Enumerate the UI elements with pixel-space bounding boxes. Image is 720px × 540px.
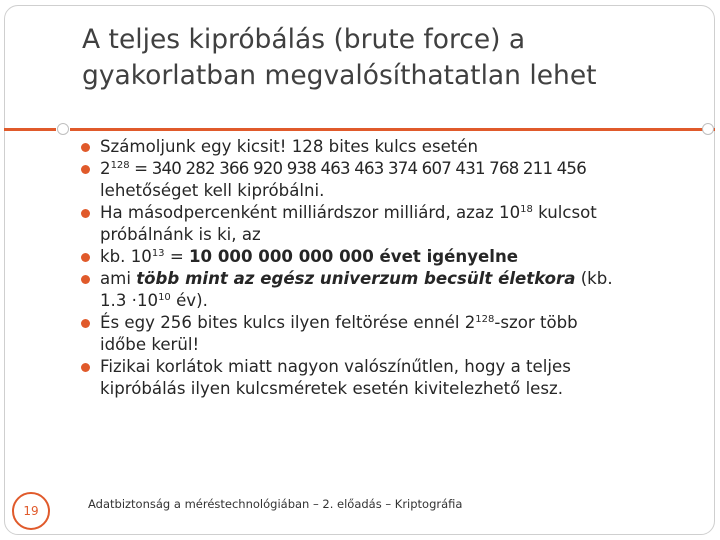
bullet-item-1: [78, 136, 698, 158]
bullet-text-bold: 10 000 000 000 000 évet igényelne: [189, 247, 519, 266]
bullet-item-3: [78, 202, 698, 246]
bullet-icon: [81, 165, 90, 174]
title-rule-right: [70, 128, 715, 131]
bullet-text-pre: Ha másodpercenként milliárdszor milliárd, azaz 10: [100, 203, 521, 222]
bullet-text: Számoljunk egy kicsit! 128 bites kulcs esetén: [100, 137, 479, 156]
power-exponent: 128: [475, 314, 495, 325]
bullet-icon: [81, 275, 90, 284]
bullet-text: [100, 158, 698, 202]
bullet-text-line2: időbe kerül!: [100, 335, 200, 354]
bullet-text-post: kulcsot: [532, 203, 597, 222]
bullet-item-5: [78, 268, 698, 312]
title-rule-dot-right: [702, 123, 714, 135]
bullet-text: [100, 356, 698, 400]
bullet-text-bold-italic: több mint az egész univerzum becsült életkora: [136, 269, 576, 288]
page-number-badge: [12, 492, 50, 530]
slide-footer: Adatbiztonság a méréstechnológiában – 2. előadás – Kriptográfia: [88, 497, 463, 511]
bullet-text-mid: =: [164, 247, 189, 266]
slide-title: A teljes kipróbálás (brute force) a gyakorlatban megvalósíthatatlan lehet: [82, 24, 597, 91]
page-number: 19: [23, 504, 39, 518]
bullet-text-line1: Fizikai korlátok miatt nagyon valószínűtlen, hogy a teljes: [100, 357, 571, 376]
bullet-text-line2: próbálnánk is ki, az: [100, 225, 261, 244]
bullet-icon: [81, 363, 90, 372]
bullet-list: [78, 136, 698, 400]
key-count-value: = 340 282 366 920 938 463 463 374 607 431 768 211 456: [129, 159, 586, 178]
bullet-text: [100, 246, 698, 268]
bullet-text: [100, 202, 698, 246]
power-exponent: 128: [110, 160, 130, 171]
title-rule-dot-left: [57, 123, 69, 135]
bullet-text-line2-end: év).: [170, 291, 208, 310]
bullet-icon: [81, 209, 90, 218]
bullet-icon: [81, 319, 90, 328]
bullet-item-7: [78, 356, 698, 400]
bullet-text-pre: És egy 256 bites kulcs ilyen feltörése ennél 2: [100, 313, 476, 332]
title-rule-left: [4, 128, 56, 131]
power-exponent: 13: [151, 248, 165, 259]
bullet-text-post: (kb.: [575, 269, 613, 288]
bullet-item-2: [78, 158, 698, 202]
bullet-text-line2: kipróbálás ilyen kulcsméretek esetén kivitelezhető lesz.: [100, 379, 564, 398]
bullet-icon: [81, 143, 90, 152]
bullet-text-pre: kb. 10: [100, 247, 152, 266]
bullet-text: [100, 268, 698, 312]
power-base: 2: [100, 159, 111, 178]
bullet-text-line2: lehetőséget kell kipróbálni.: [100, 181, 325, 200]
bullet-icon: [81, 253, 90, 262]
bullet-text-post: -szor több: [494, 313, 578, 332]
bullet-item-4: [78, 246, 698, 268]
bullet-item-6: [78, 312, 698, 356]
power-exponent: 18: [520, 204, 533, 215]
bullet-text-line2: 1.3 ·10: [100, 291, 159, 310]
bullet-text-pre: ami: [100, 269, 137, 288]
power-exponent: 10: [158, 292, 171, 303]
bullet-text: [100, 312, 698, 356]
